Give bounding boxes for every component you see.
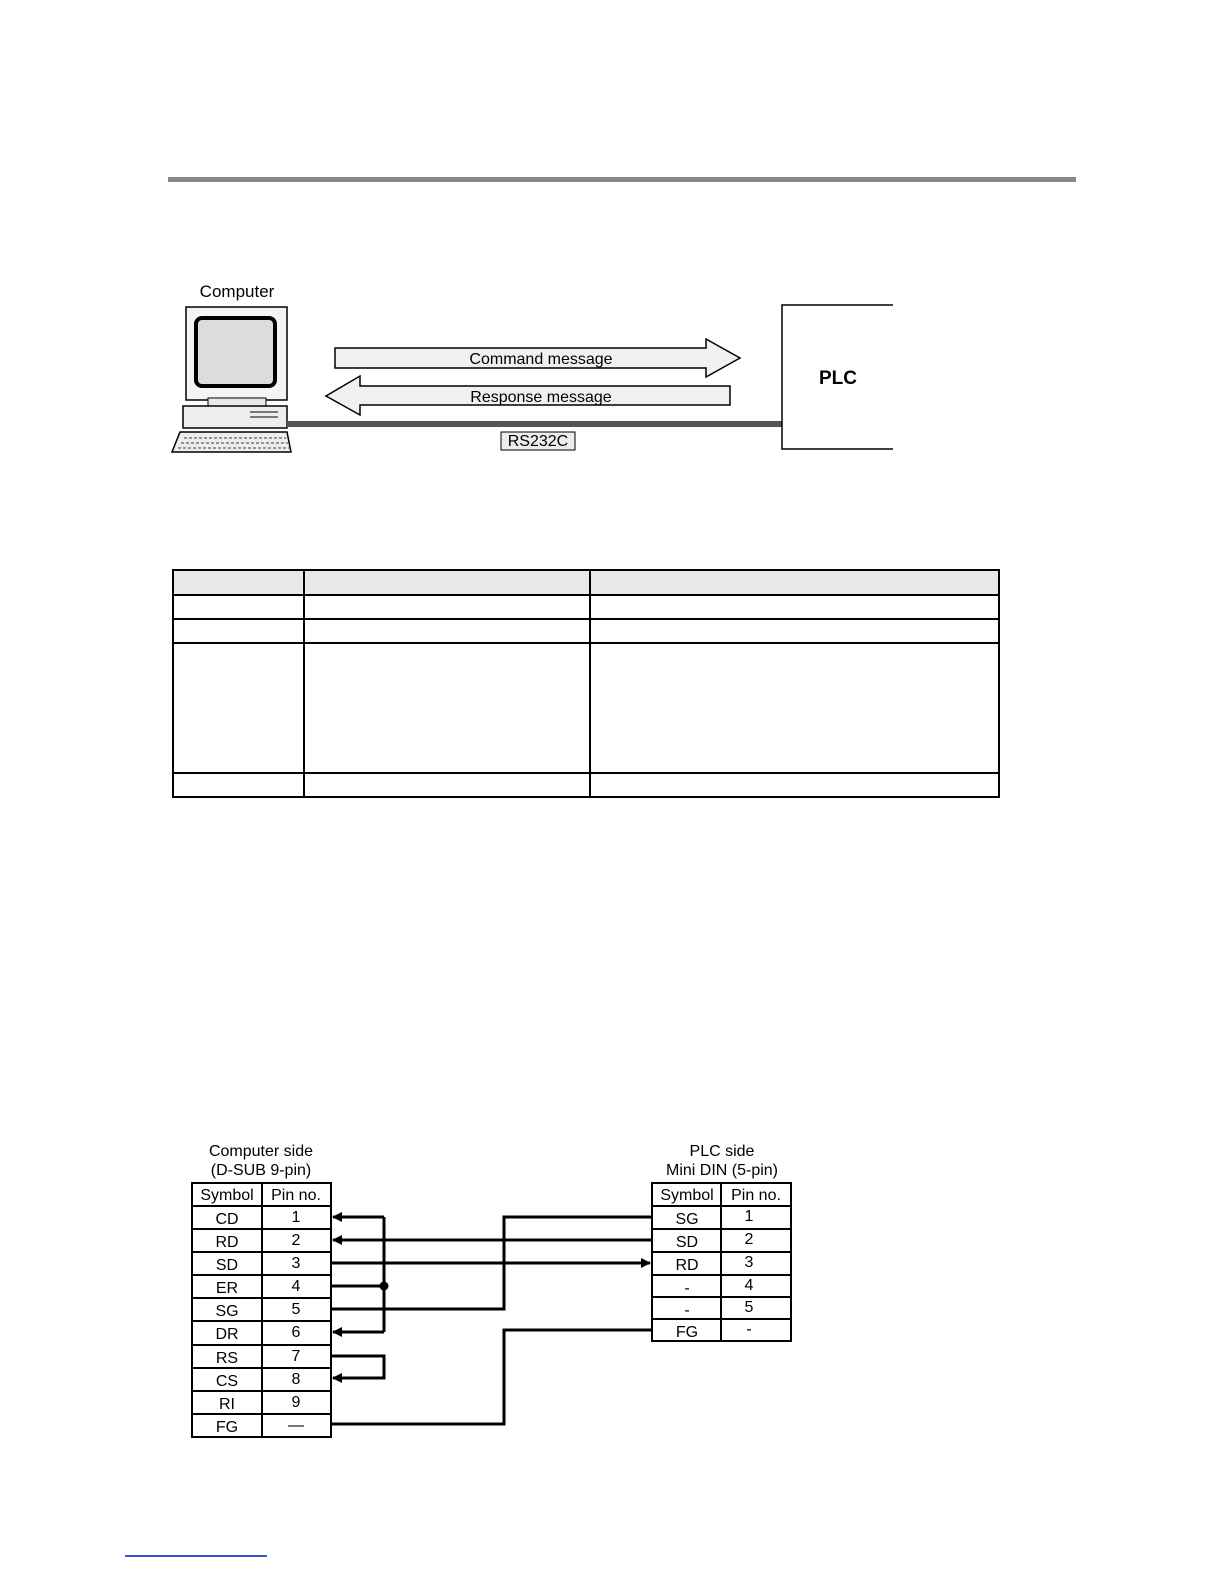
communication-overview-diagram	[160, 270, 920, 470]
table-cell	[173, 619, 304, 643]
computer-pin-table	[192, 1183, 331, 1437]
pin-cell: 5	[744, 1299, 754, 1316]
wiring-connections	[331, 1217, 652, 1424]
table-cell	[590, 643, 999, 773]
table-cell	[590, 773, 999, 797]
table-cell	[304, 595, 590, 619]
junction-dot	[380, 1282, 389, 1291]
pin-cell: -	[684, 1302, 690, 1319]
pin-cell: 1	[744, 1208, 754, 1225]
plc-pin-table	[652, 1183, 791, 1341]
table-row	[173, 643, 999, 773]
pin-cell: SD	[675, 1234, 699, 1251]
pin-cell: RS	[215, 1350, 239, 1367]
table-cell	[173, 595, 304, 619]
wiring-diagram	[180, 1130, 810, 1450]
table-cell	[304, 643, 590, 773]
pin-cell: 4	[744, 1277, 754, 1294]
table-cell	[304, 619, 590, 643]
pin-cell: SG	[215, 1303, 239, 1320]
plc-col-symbol: Symbol	[660, 1187, 714, 1204]
computer-col-symbol: Symbol	[200, 1187, 254, 1204]
pin-cell: RD	[215, 1234, 239, 1251]
pin-cell: SG	[675, 1211, 699, 1228]
table-cell	[590, 595, 999, 619]
computer-side-title: Computer side	[208, 1143, 314, 1160]
pin-cell: SD	[215, 1257, 239, 1274]
header-rule	[168, 177, 1076, 182]
table-cell	[173, 643, 304, 773]
pin-cell: 1	[291, 1209, 301, 1226]
computer-col-pin: Pin no.	[271, 1187, 321, 1204]
table-row	[173, 773, 999, 797]
response-label: Response message	[470, 389, 612, 406]
pin-cell: 6	[291, 1324, 301, 1341]
table-row	[173, 595, 999, 619]
table-cell	[590, 619, 999, 643]
pin-cell: CD	[215, 1211, 239, 1228]
footer-link-underline	[125, 1555, 267, 1557]
rs232c-label: RS232C	[507, 433, 569, 450]
pin-cell: 5	[291, 1301, 301, 1318]
pin-cell: RD	[675, 1257, 699, 1274]
table-cell	[173, 570, 304, 595]
rs-cs-loop	[331, 1356, 384, 1378]
pin-cell: 8	[291, 1371, 301, 1388]
pin-cell: 9	[291, 1394, 301, 1411]
computer-icon	[172, 307, 291, 452]
table-cell	[173, 773, 304, 797]
pin-cell: -	[746, 1321, 752, 1338]
pin-cell: 2	[291, 1232, 301, 1249]
plc-label: PLC	[819, 368, 857, 389]
table-cell	[304, 773, 590, 797]
spec-table	[172, 569, 1000, 798]
pin-cell: 7	[291, 1348, 301, 1365]
table-row	[173, 619, 999, 643]
plc-col-pin: Pin no.	[731, 1187, 781, 1204]
pin-cell: CS	[215, 1373, 239, 1390]
pin-cell: ER	[215, 1280, 239, 1297]
pin-cell: FG	[215, 1419, 239, 1436]
pin-cell: DR	[215, 1326, 239, 1343]
pin-cell: 3	[744, 1254, 754, 1271]
pin-cell: -	[684, 1280, 690, 1297]
plc-side-subtitle: Mini DIN (5-pin)	[665, 1162, 779, 1179]
pin-cell: 4	[291, 1278, 301, 1295]
command-label: Command message	[469, 351, 613, 368]
computer-side-subtitle: (D-SUB 9-pin)	[210, 1162, 312, 1179]
pin-cell: —	[288, 1417, 304, 1434]
spec-table-header-row	[173, 570, 999, 595]
pin-cell: 2	[744, 1231, 754, 1248]
pin-cell: FG	[675, 1324, 699, 1341]
computer-label: Computer	[199, 282, 275, 301]
table-cell	[304, 570, 590, 595]
pin-cell: RI	[219, 1396, 235, 1413]
pin-cell: 3	[291, 1255, 301, 1272]
table-cell	[590, 570, 999, 595]
plc-side-title: PLC side	[689, 1143, 755, 1160]
